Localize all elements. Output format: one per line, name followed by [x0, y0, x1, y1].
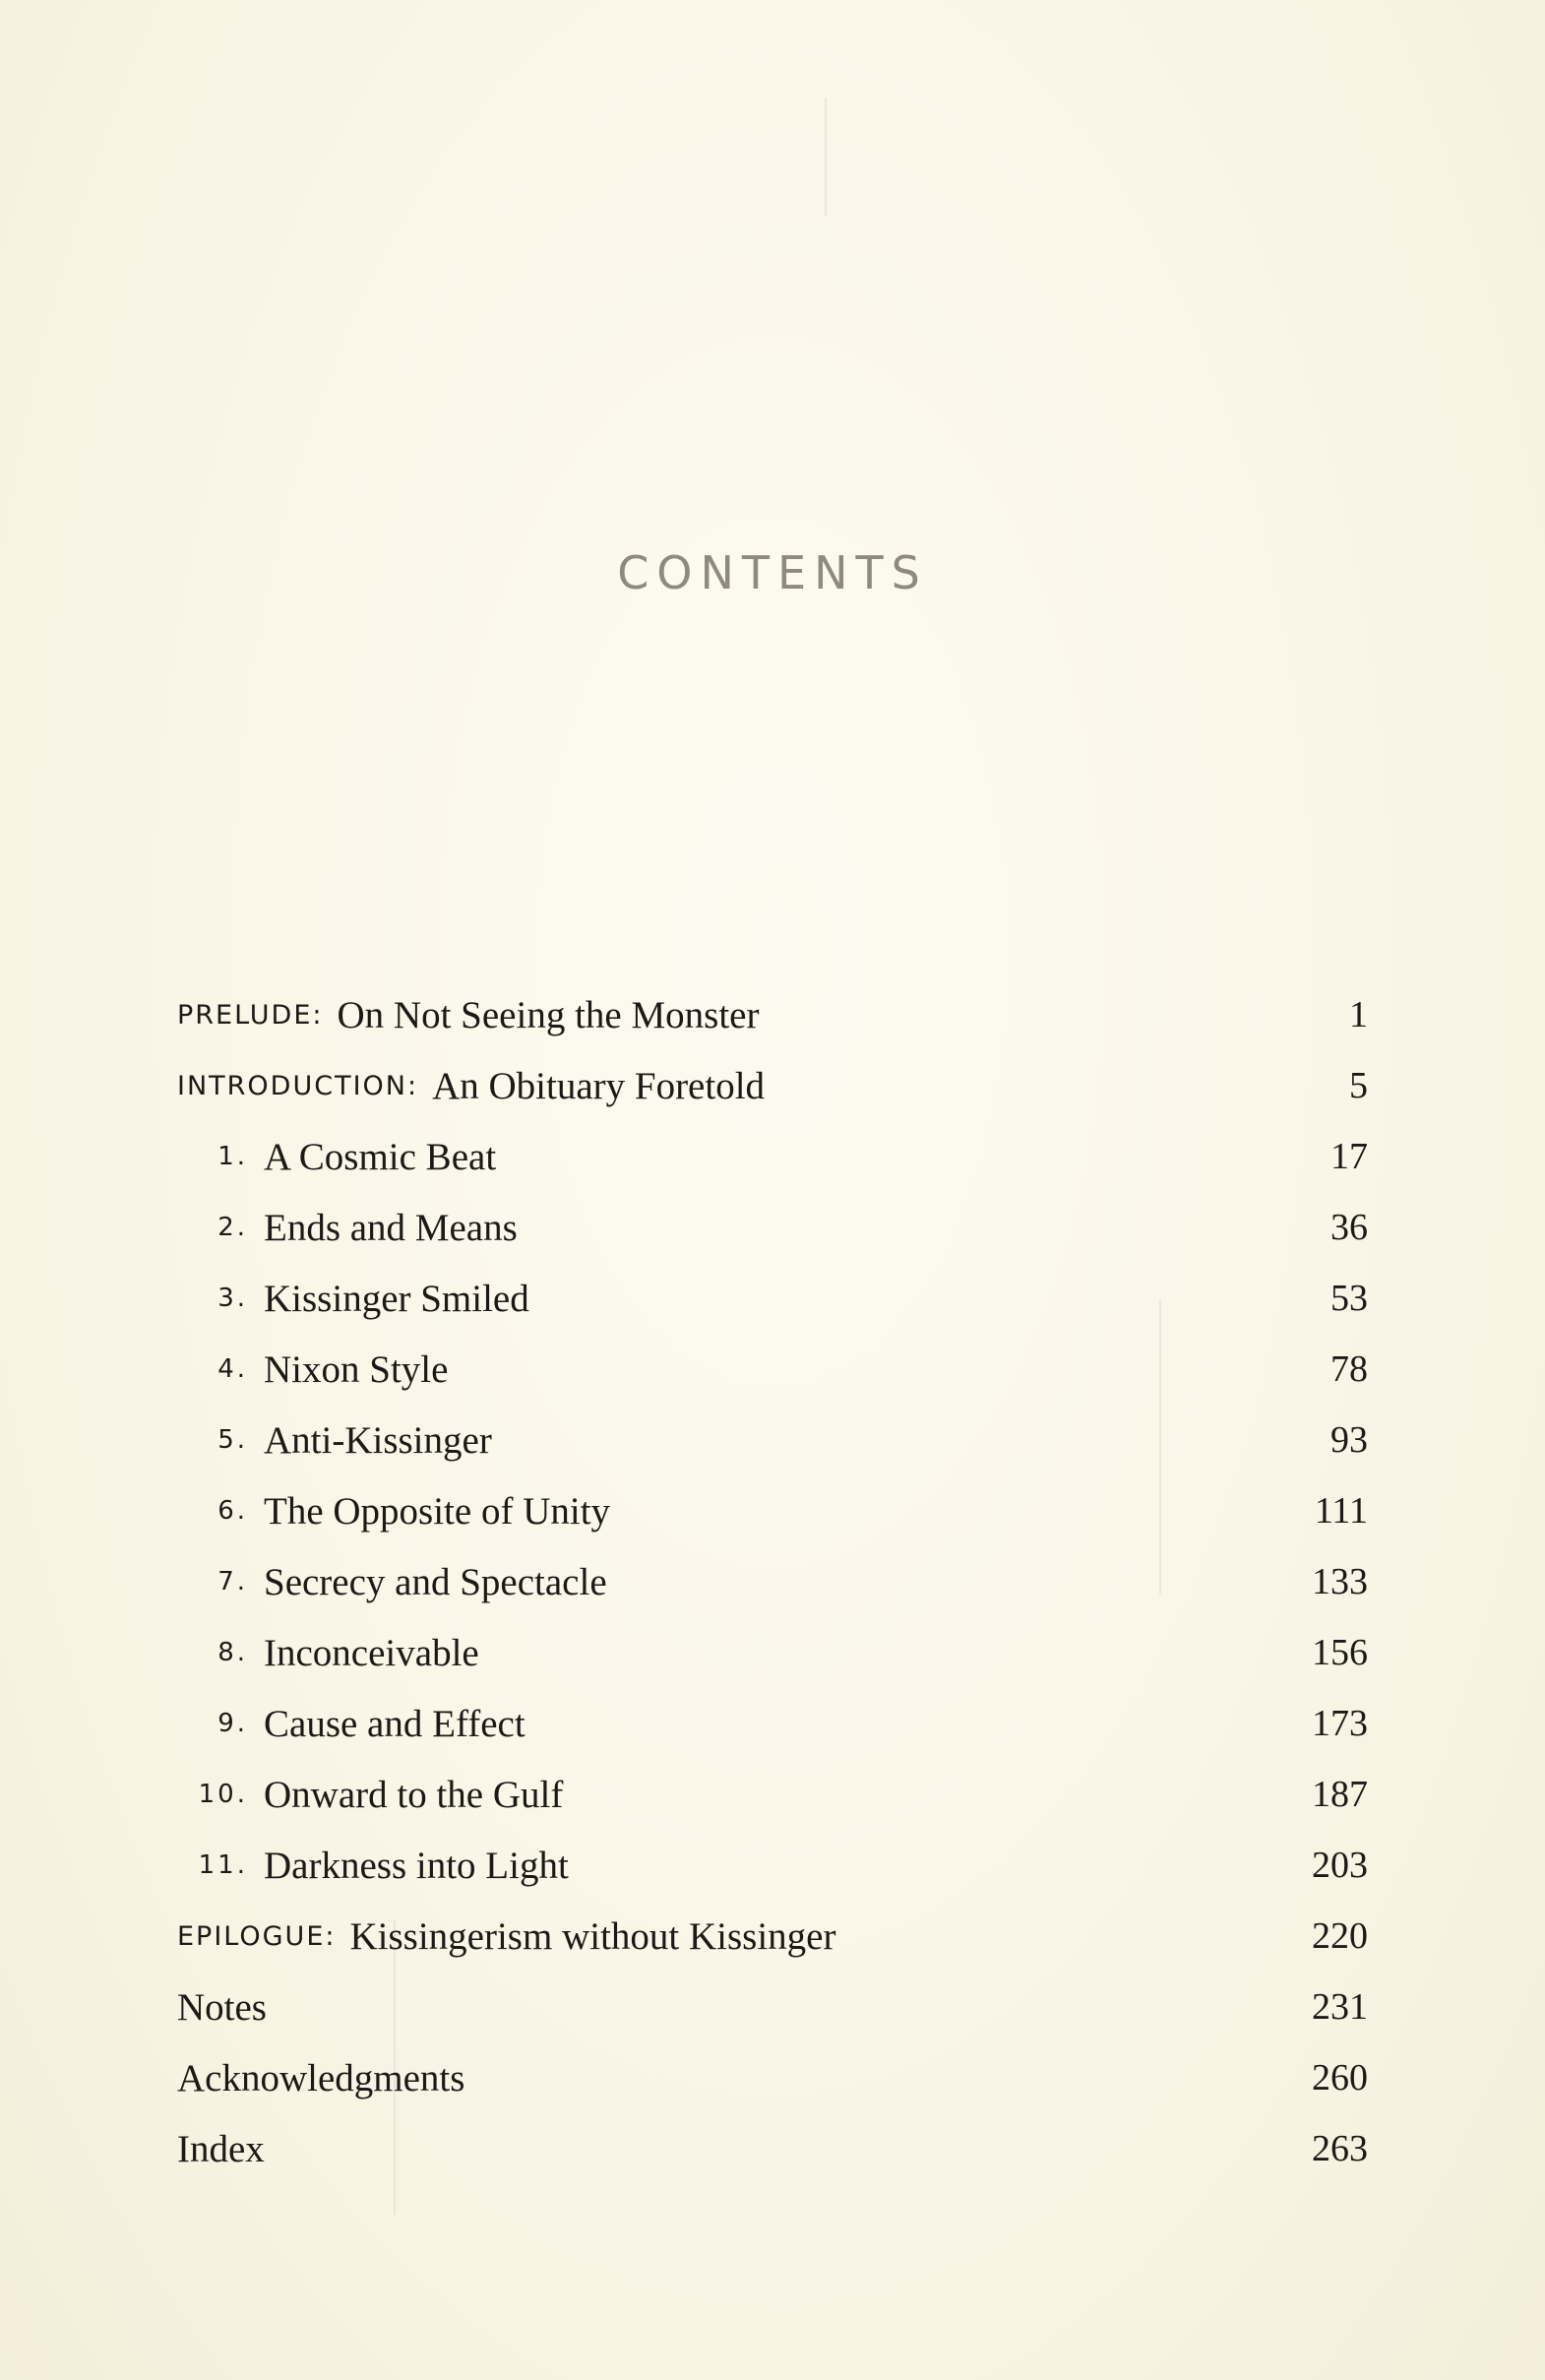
toc-entry-chapter[interactable]: [177, 1121, 1368, 1192]
page-crease: [825, 98, 827, 217]
chapter-number: 10.: [198, 1780, 248, 1809]
entry-title: An Obituary Foretold: [432, 1064, 766, 1107]
entry-title: Cause and Effect: [264, 1702, 525, 1745]
page-title: CONTENTS: [617, 546, 928, 599]
entry-page-number: 53: [1330, 1278, 1368, 1319]
entry-title: Notes: [177, 1985, 267, 2029]
toc-entry-chapter[interactable]: [177, 1546, 1368, 1617]
toc-entry-index[interactable]: [177, 2113, 1368, 2184]
toc-entry-epilogue[interactable]: [177, 1901, 1368, 1972]
entry-page-number: 111: [1314, 1490, 1368, 1532]
entry-page-number: 220: [1312, 1915, 1368, 1957]
chapter-number: 1.: [217, 1142, 248, 1171]
table-of-contents: [177, 979, 1368, 2184]
toc-entry-chapter[interactable]: [177, 1617, 1368, 1688]
toc-entry-notes[interactable]: [177, 1972, 1368, 2042]
chapter-number: 5.: [217, 1425, 248, 1455]
toc-entry-prelude[interactable]: [177, 979, 1368, 1050]
chapter-number: 8.: [217, 1638, 248, 1667]
entry-title: Nixon Style: [264, 1347, 449, 1391]
chapter-number: 9.: [217, 1709, 248, 1738]
entry-page-number: 36: [1330, 1207, 1368, 1248]
entry-page-number: 133: [1312, 1561, 1368, 1602]
entry-title: A Cosmic Beat: [264, 1135, 497, 1178]
entry-page-number: 78: [1330, 1348, 1368, 1390]
toc-entry-chapter[interactable]: [177, 1475, 1368, 1546]
entry-page-number: 1: [1349, 994, 1368, 1035]
chapter-number: 6.: [217, 1496, 248, 1526]
entry-title: Kissingerism without Kissinger: [349, 1914, 836, 1958]
entry-title: Ends and Means: [264, 1206, 518, 1249]
entry-title: Inconceivable: [264, 1631, 479, 1674]
entry-title: Kissinger Smiled: [264, 1277, 529, 1320]
toc-entry-introduction[interactable]: [177, 1050, 1368, 1121]
chapter-number: 2.: [217, 1213, 248, 1242]
entry-page-number: 173: [1312, 1703, 1368, 1744]
entry-title: Index: [177, 2127, 265, 2170]
entry-page-number: 17: [1330, 1136, 1368, 1177]
entry-title: Secrecy and Spectacle: [264, 1560, 607, 1603]
chapter-number: 4.: [217, 1354, 248, 1384]
entry-label: EPILOGUE:: [177, 1920, 337, 1952]
entry-page-number: 5: [1349, 1065, 1368, 1106]
entry-page-number: 156: [1312, 1632, 1368, 1673]
entry-page-number: 263: [1312, 2128, 1368, 2169]
toc-entry-chapter[interactable]: [177, 1405, 1368, 1475]
toc-entry-acknowledgments[interactable]: [177, 2042, 1368, 2113]
toc-entry-chapter[interactable]: [177, 1830, 1368, 1901]
entry-label: INTRODUCTION:: [177, 1070, 419, 1101]
toc-entry-chapter[interactable]: [177, 1263, 1368, 1334]
entry-page-number: 260: [1312, 2057, 1368, 2098]
entry-title: Darkness into Light: [264, 1844, 569, 1887]
chapter-number: 11.: [198, 1850, 248, 1880]
entry-label: PRELUDE:: [177, 999, 324, 1031]
entry-page-number: 231: [1312, 1986, 1368, 2028]
toc-entry-chapter[interactable]: [177, 1334, 1368, 1405]
toc-entry-chapter[interactable]: [177, 1192, 1368, 1263]
chapter-number: 3.: [217, 1284, 248, 1313]
entry-page-number: 203: [1312, 1845, 1368, 1886]
entry-title: Anti-Kissinger: [264, 1418, 492, 1462]
toc-entry-chapter[interactable]: [177, 1759, 1368, 1830]
entry-title: The Opposite of Unity: [264, 1489, 611, 1533]
chapter-number: 7.: [217, 1567, 248, 1597]
entry-page-number: 93: [1330, 1419, 1368, 1461]
entry-title: Acknowledgments: [177, 2056, 465, 2099]
toc-entry-chapter[interactable]: [177, 1688, 1368, 1759]
entry-title: Onward to the Gulf: [264, 1773, 564, 1816]
entry-page-number: 187: [1312, 1774, 1368, 1815]
entry-title: On Not Seeing the Monster: [337, 993, 760, 1036]
